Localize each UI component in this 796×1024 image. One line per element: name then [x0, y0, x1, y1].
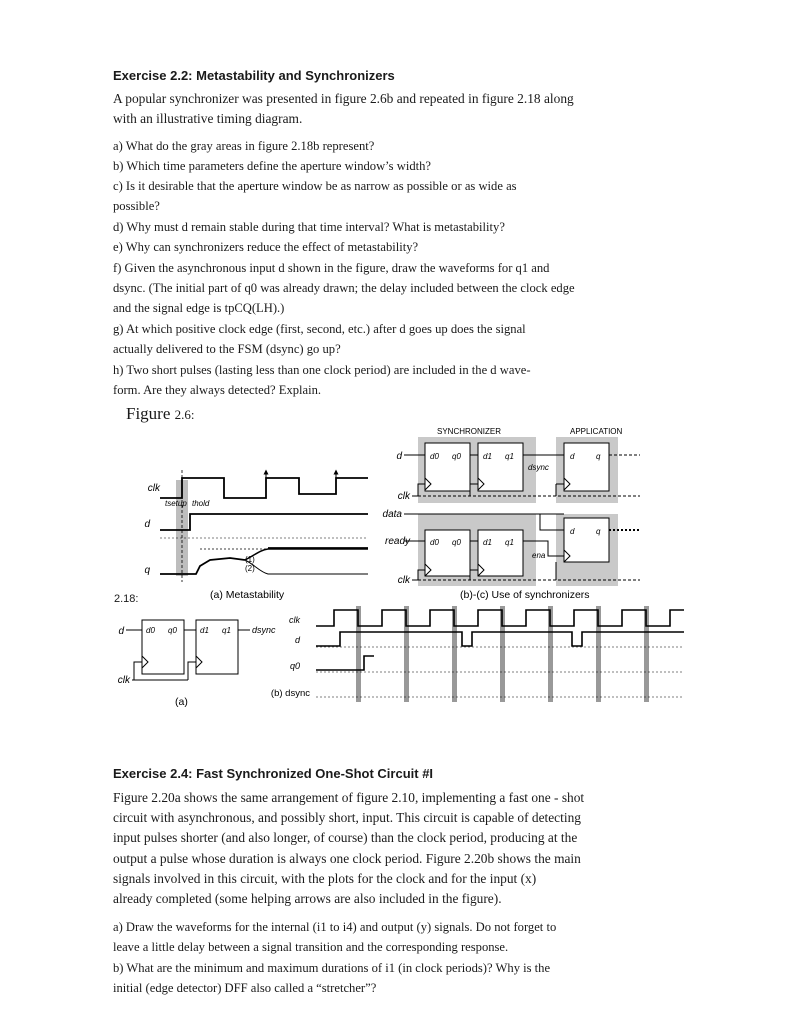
port-d0-c: d0: [430, 538, 439, 547]
metastability-timing-diagram: [144, 470, 368, 601]
port-q1-b: q1: [505, 452, 514, 461]
question-c-line-1: c) Is it desirable that the aperture window be as narrow as possible or as wide as: [113, 179, 517, 193]
port-q1-c: q1: [505, 538, 514, 547]
d-label-a: d: [144, 519, 150, 530]
port-q1-218: q1: [222, 626, 231, 635]
port-q-app-b: q: [596, 452, 601, 461]
q-label-a: q: [144, 565, 150, 576]
clk-waveform-a: [160, 478, 368, 498]
q-waveform-a: [160, 558, 245, 574]
exercise-2-2-intro-line-2: with an illustrative timing diagram.: [113, 111, 303, 126]
caption-metastability: (a) Metastability: [210, 589, 285, 601]
port-q-app-c: q: [596, 527, 601, 536]
metastable-path-1-label: (1): [245, 555, 255, 564]
dff-app-b: [564, 443, 609, 491]
q0-waveform-218: [316, 656, 374, 670]
caption-use-of-synchronizers: (b)-(c) Use of synchronizers: [460, 589, 590, 601]
port-d-app-b: d: [570, 452, 575, 461]
exercise-2-4-line-3: input pulses shorter (and also longer, of course) than the clock period, producing at the: [113, 830, 578, 845]
question-b: b) Which time parameters define the aperture window’s width?: [113, 159, 431, 173]
exercise-2-4-line-2: circuit with asynchronous, and possibly short, input. This circuit is capable of detecting: [113, 810, 581, 825]
d-wave-label-218: d: [294, 635, 300, 645]
port-q0-c: q0: [452, 538, 461, 547]
exercise-2-4-question-a-line-1: a) Draw the waveforms for the internal (i1 to i4) and output (y) signals. Do not forget to: [113, 920, 557, 934]
d-waveform-a: [160, 514, 368, 530]
thold-label: thold: [192, 499, 210, 508]
synchronizer-title: SYNCHRONIZER: [437, 427, 502, 436]
port-d0-b: d0: [430, 452, 439, 461]
exercise-2-4-question-b-line-1: b) What are the minimum and maximum durations of i1 (in clock periods)? Why is the: [113, 961, 551, 975]
dff-0-c: [425, 530, 470, 576]
tsetup-label: tsetup: [165, 499, 187, 508]
application-title: APPLICATION: [570, 427, 623, 436]
exercise-2-4-line-4: output a pulse whose duration is always one clock period. Figure 2.20b shows the main: [113, 851, 581, 866]
metastable-path-2-label: (2): [245, 564, 255, 573]
dff-1-c: [478, 530, 523, 576]
port-q0-218: q0: [168, 626, 177, 635]
d-label-b: d: [396, 451, 402, 462]
dff-app-c: [564, 518, 609, 562]
clk-label-b: clk: [397, 491, 410, 502]
dsync-wave-label-218: (b) dsync: [270, 688, 310, 699]
dff-0-b: [425, 443, 470, 491]
figure-2-6-label: Figure 2.6:: [126, 404, 195, 423]
exercise-2-4-line-6: already completed (some helping arrows are also included in the figure).: [113, 891, 502, 906]
question-h-line-2: form. Are they always detected? Explain.: [113, 383, 322, 397]
question-f-line-2: dsync. (The initial part of q0 was already drawn; the delay included between the clock edge: [113, 281, 575, 295]
exercise-2-4-line-5: signals involved in this circuit, with the plots for the clock and for the input (x): [113, 871, 537, 886]
port-d0-218: d0: [146, 626, 155, 635]
question-g-line-2: actually delivered to the FSM (dsync) go up?: [113, 342, 341, 356]
question-a: a) What do the gray areas in figure 2.18b represent?: [113, 139, 375, 153]
data-label-c: data: [382, 509, 402, 520]
exercise-2-4-question-b-line-2: initial (edge detector) DFF also called a “stretcher”?: [113, 981, 377, 995]
dsync-label-218: dsync: [252, 625, 276, 635]
port-d-app-c: d: [570, 527, 575, 536]
port-q0-b: q0: [452, 452, 461, 461]
clk-label-a: clk: [147, 483, 160, 494]
q0-wave-label-218: q0: [289, 661, 300, 671]
question-f-line-3: and the signal edge is tpCQ(LH).): [113, 301, 285, 315]
ena-label-c: ena: [532, 551, 546, 560]
caption-218-a: (a): [175, 696, 188, 708]
clk-label-218: clk: [117, 675, 130, 686]
question-d: d) Why must d remain stable during that time interval? What is metastability?: [113, 220, 505, 234]
port-d1-b: d1: [483, 452, 492, 461]
port-d1-218: d1: [200, 626, 209, 635]
exercise-2-2-intro-line-1: A popular synchronizer was presented in figure 2.6b and repeated in figure 2.18 along: [113, 91, 574, 106]
clk-label-c: clk: [397, 575, 410, 586]
figure-2-18-label: 2.18:: [114, 593, 139, 605]
question-h-line-1: h) Two short pulses (lasting less than one clock period) are included in the d wave-: [113, 363, 531, 377]
question-g-line-1: g) At which positive clock edge (first, second, etc.) after d goes up does the signal: [113, 322, 526, 336]
figure-2-18-circuit: [118, 620, 276, 708]
question-c-line-2: possible?: [113, 199, 160, 213]
figure-2-18-timing: [271, 606, 684, 702]
dsync-label-b: dsync: [528, 463, 549, 472]
exercise-2-4-question-a-line-2: leave a little delay between a signal transition and the corresponding response.: [113, 940, 509, 954]
port-d1-c: d1: [483, 538, 492, 547]
question-e: e) Why can synchronizers reduce the effect of metastability?: [113, 240, 419, 254]
ready-label-c: ready: [384, 536, 410, 547]
d-label-218: d: [118, 626, 124, 637]
synchronizer-diagrams: [383, 427, 640, 601]
question-f-line-1: f) Given the asynchronous input d shown in the figure, draw the waveforms for q1 and: [113, 261, 550, 275]
dff-1-b: [478, 443, 523, 491]
clk-wave-label-218: clk: [289, 615, 300, 625]
exercise-2-2-heading: Exercise 2.2: Metastability and Synchronizers: [113, 68, 395, 83]
exercise-2-4-line-1: Figure 2.20a shows the same arrangement of figure 2.10, implementing a fast one - shot: [113, 790, 585, 805]
exercise-2-4-heading: Exercise 2.4: Fast Synchronized One-Shot Circuit #I: [113, 766, 434, 781]
